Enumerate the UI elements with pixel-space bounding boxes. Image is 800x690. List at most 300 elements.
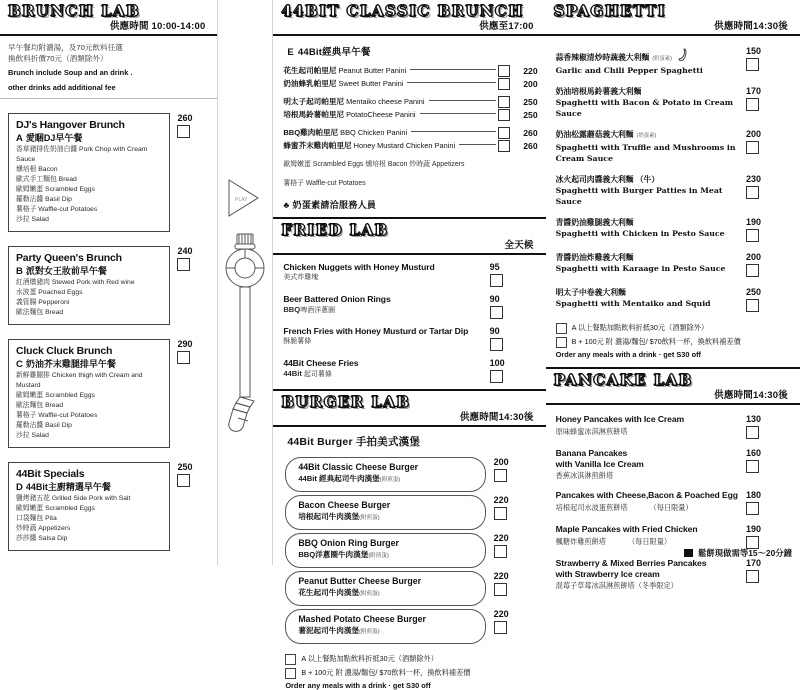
burger-name-en: Bacon Cheese Burger xyxy=(298,500,391,510)
classic-brunch-veg-note xyxy=(283,198,537,211)
checkbox[interactable] xyxy=(494,583,507,596)
checkbox[interactable] xyxy=(494,469,507,482)
combo-letter: A xyxy=(16,133,23,144)
burger-term-b-text: B + 100元 附 濃湯/麵包/ $70飲料一杯，換飲料補差價 xyxy=(301,668,471,677)
pancake-name-en: Honey Pancakes with Ice Cream xyxy=(555,414,685,424)
combo-ingredient: 歐法麵包 Bread xyxy=(16,309,64,316)
checkbox[interactable] xyxy=(177,125,190,138)
pancake-name-en: Pancakes with Cheese,Bacon & Poached Egg xyxy=(555,490,738,500)
panini-name-en: PotatoCheese Panini xyxy=(346,110,416,119)
burger-card[interactable] xyxy=(285,533,485,568)
spaghetti-row[interactable] xyxy=(546,287,800,312)
checkbox[interactable] xyxy=(177,474,190,487)
fried-lab-list xyxy=(273,262,545,383)
burger-name-en: BBQ Onion Ring Burger xyxy=(298,538,399,548)
column-right xyxy=(546,0,800,590)
panini-price: 250 xyxy=(523,110,538,120)
fried-name-zh-prefix: 44Bit xyxy=(283,369,302,378)
panini-row[interactable] xyxy=(283,78,537,90)
fried-row[interactable] xyxy=(273,262,545,287)
classic-brunch-sides-2: 薯格子 Waffle-cut Potatoes xyxy=(283,179,366,187)
burger-row[interactable] xyxy=(273,457,545,492)
spaghetti-text xyxy=(556,86,742,119)
burger-price: 220 xyxy=(493,609,509,619)
checkbox[interactable] xyxy=(746,98,759,111)
vegetarian-tag: (奶蛋素) xyxy=(652,56,672,62)
burger-name-en: Mashed Potato Cheese Burger xyxy=(298,614,426,624)
combo-row xyxy=(0,462,217,551)
square-bullet-icon xyxy=(684,549,693,557)
burger-name-zh: 培根起司牛肉漢堡(附煎蛋) xyxy=(298,512,380,521)
combo-name-zh xyxy=(16,358,162,371)
panini-name xyxy=(283,78,403,90)
checkbox[interactable] xyxy=(498,127,510,139)
pancake-text xyxy=(556,448,742,481)
pancake-price: 170 xyxy=(745,558,762,568)
checkbox[interactable] xyxy=(746,502,759,515)
leader-line xyxy=(429,100,496,101)
combo-name-zh xyxy=(16,132,162,145)
combo-price: 260 xyxy=(177,113,193,123)
combo-ingredient: 莎莎醬 Salsa Dip xyxy=(16,535,68,542)
spaghetti-price: 150 xyxy=(745,46,762,56)
fried-text xyxy=(283,262,485,287)
spaghetti-name-en: Spaghetti with Burger Patties in Meat Sauce xyxy=(555,186,723,206)
spaghetti-header xyxy=(546,0,800,34)
column-middle xyxy=(273,0,545,690)
price-column xyxy=(486,326,538,351)
checkbox[interactable] xyxy=(746,229,759,242)
checkbox[interactable] xyxy=(746,570,759,583)
spaghetti-text xyxy=(556,252,742,277)
checkbox[interactable] xyxy=(177,351,190,364)
section-title-fried-lab: FRIED LAB xyxy=(281,221,389,239)
checkbox[interactable] xyxy=(494,507,507,520)
burger-row[interactable] xyxy=(273,495,545,530)
divider xyxy=(273,253,545,255)
panini-row[interactable] xyxy=(283,127,537,139)
burger-list xyxy=(273,457,545,644)
checkbox[interactable] xyxy=(498,78,510,90)
burger-tag: (附煎蛋) xyxy=(379,477,401,483)
section-title-burger-lab: BURGER LAB xyxy=(281,393,411,411)
combo-ingredient: 薯格子 Waffle-cut Potatoes xyxy=(16,412,98,419)
price-column xyxy=(486,495,538,520)
burger-term-a[interactable] xyxy=(285,653,537,665)
spaghetti-text xyxy=(556,129,742,164)
panini-name xyxy=(283,109,415,121)
spaghetti-name-zh: 明太子中卷義大利麵 xyxy=(555,288,626,297)
spaghetti-price: 200 xyxy=(745,129,762,139)
price-column xyxy=(486,262,538,287)
combo-ingredient: 羅勒沾醬 Basil Dip xyxy=(16,422,72,429)
spaghetti-price: 200 xyxy=(745,252,762,262)
burger-card[interactable] xyxy=(285,495,485,530)
spaghetti-term-a-text: A 以上餐點加點飲料折抵30元（酒類除外） xyxy=(571,323,709,332)
burger-tag: (附煎蛋) xyxy=(359,515,380,521)
panini-name-en: Mentaiko cheese Panini xyxy=(346,97,425,106)
burger-terms xyxy=(273,647,545,690)
classic-brunch-header xyxy=(273,0,545,34)
fried-row[interactable] xyxy=(273,358,545,383)
pancake-name-en-2: with Strawberry Ice cream xyxy=(555,568,660,579)
brunch-note-en-2: other drinks add additional fee xyxy=(8,82,116,92)
checkbox[interactable] xyxy=(746,186,759,199)
section-title-spaghetti: SPAGHETTI xyxy=(553,2,667,20)
burger-card[interactable] xyxy=(285,609,485,644)
pancake-price: 160 xyxy=(745,448,762,458)
combo-card[interactable] xyxy=(8,462,170,551)
brunch-combo-list xyxy=(0,113,217,551)
combo-card[interactable] xyxy=(8,246,170,325)
checkbox[interactable] xyxy=(746,460,759,473)
combo-letter: C xyxy=(16,359,23,370)
combo-card[interactable] xyxy=(8,339,170,448)
combo-ingredient: 沙拉 Salad xyxy=(16,432,49,439)
panini-name xyxy=(283,65,406,77)
panini-price: 260 xyxy=(523,141,538,151)
price-column xyxy=(742,558,792,591)
burger-row[interactable] xyxy=(273,533,545,568)
pancake-name-zh: 原味蜂蜜冰淇淋煎餅塔 xyxy=(555,426,628,436)
burger-name-zh: 44Bit 經典起司牛肉漢堡(附煎蛋) xyxy=(298,474,401,483)
checkbox[interactable] xyxy=(177,258,190,271)
price-column xyxy=(742,448,792,481)
burger-price: 220 xyxy=(493,533,509,543)
pancake-foot-note-text: 鬆餅現做需等15～20分鐘 xyxy=(697,548,792,558)
spaghetti-row[interactable] xyxy=(546,46,800,76)
price-column xyxy=(742,252,792,277)
combo-label-zh: 愛睏DJ早午餐 xyxy=(25,133,83,143)
pancake-lab-service-time: 供應時間14:30後 xyxy=(714,390,788,401)
spaghetti-name-zh: 奶油松露蘑菇義大利麵 (奶蛋素) xyxy=(555,130,657,139)
price-column xyxy=(486,457,538,482)
fried-price: 90 xyxy=(489,326,500,336)
price-column xyxy=(170,339,211,364)
burger-lab-service-time: 供應時間14:30後 xyxy=(459,412,534,423)
decoration-column xyxy=(217,0,273,565)
price-column xyxy=(486,294,538,319)
combo-name-en: Cluck Cluck Brunch xyxy=(16,345,113,357)
combo-letter: D xyxy=(16,482,23,493)
price-column xyxy=(486,358,538,383)
checkbox[interactable] xyxy=(746,58,759,71)
panini-name-zh: 蜂蜜芥末雞肉帕里尼 xyxy=(283,141,352,150)
price-column xyxy=(742,46,792,76)
combo-ingredient: 歐姆嫩蛋 Scrambled Eggs xyxy=(16,392,95,399)
price-column xyxy=(170,246,211,271)
spaghetti-row[interactable] xyxy=(546,86,800,119)
pancake-text xyxy=(556,490,742,515)
fried-name-zh: BBQ啤酒洋蔥圈 xyxy=(283,305,336,314)
combo-ingredient: 口袋麵包 Pita xyxy=(16,515,57,522)
combo-ingredient: 沙拉 Salad xyxy=(16,216,49,223)
divider xyxy=(546,34,800,36)
fried-lab-service-time: 全天候 xyxy=(504,240,534,251)
brunch-lab-service-time: 供應時間 10:00-14:00 xyxy=(109,21,206,32)
leader-line xyxy=(410,69,495,70)
panini-name-zh: 培根馬鈴薯帕里尼 xyxy=(283,110,345,119)
checkbox[interactable] xyxy=(285,654,296,665)
fried-text xyxy=(283,294,485,319)
fried-name-zh: 美式炸雞塊 xyxy=(283,274,319,281)
panini-name-en: BBQ Chicken Panini xyxy=(340,128,408,137)
pancake-limit-note: （每日限量） xyxy=(627,536,672,546)
combo-ingredient: 燻培根 Bacon xyxy=(16,166,58,173)
fried-name-zh: 酥脆薯條 xyxy=(283,338,312,345)
checkbox[interactable] xyxy=(490,274,503,287)
panini-price: 260 xyxy=(523,128,538,138)
pancake-name-en-2: with Vanilla Ice Cream xyxy=(555,458,644,469)
vegetarian-tag: (奶蛋素) xyxy=(636,133,657,139)
section-title-pancake-lab: PANCAKE LAB xyxy=(553,371,693,389)
price-column xyxy=(170,462,211,487)
price-column xyxy=(742,174,792,207)
spaghetti-term-a[interactable] xyxy=(556,322,792,334)
burger-tag: (附煎蛋) xyxy=(368,553,389,559)
combo-name-en: DJ's Hangover Brunch xyxy=(16,119,125,131)
checkbox[interactable] xyxy=(746,141,759,154)
spaghetti-name-zh: 蒜香辣椒清炒時蔬義大利麵 (奶蛋素) xyxy=(556,46,742,65)
price-column xyxy=(486,533,538,558)
pancake-row[interactable] xyxy=(546,490,800,515)
price-column xyxy=(742,86,792,119)
fried-row[interactable] xyxy=(273,326,545,351)
fried-name-en: 44Bit Cheese Fries xyxy=(283,358,359,368)
fried-name-en: French Fries with Honey Musturd or Tartar Dip xyxy=(283,326,469,336)
spaghetti-text xyxy=(556,217,742,242)
combo-row xyxy=(0,339,217,448)
veg-note-text: 奶蛋素請洽服務人員 xyxy=(292,200,377,210)
pancake-name-zh: 香蕉冰淇淋煎餅塔 xyxy=(555,471,614,480)
section-title-brunch-lab: BRUNCH LAB xyxy=(8,2,141,20)
pancake-text xyxy=(556,558,742,591)
spaghetti-text xyxy=(556,46,742,76)
checkbox[interactable] xyxy=(494,621,507,634)
burger-name-zh: 薯泥起司牛肉漢堡(附煎蛋) xyxy=(298,626,380,635)
spaghetti-name-en: Spaghetti with Chicken in Pesto Sauce xyxy=(555,229,725,238)
panini-name-en: Honey Mustard Chicken Panini xyxy=(353,141,456,150)
burger-subtitle: 44Bit Burger 手拍美式漢堡 xyxy=(287,436,421,448)
spaghetti-price: 230 xyxy=(745,174,762,184)
burger-name-en: 44Bit Classic Cheese Burger xyxy=(298,462,419,472)
fried-name-zh-prefix: BBQ xyxy=(283,305,301,314)
panini-price: 200 xyxy=(523,79,538,89)
burger-card[interactable] xyxy=(285,571,485,606)
checkbox[interactable] xyxy=(490,338,503,351)
combo-label-zh: 44Bit主廚精選早午餐 xyxy=(25,482,111,492)
combo-ingredient: 鹽烤豬五花 Grilled Side Pork with Salt xyxy=(16,495,131,502)
combo-price: 240 xyxy=(177,246,193,256)
combo-label-zh: 奶油芥末雞腿排早午餐 xyxy=(25,359,116,369)
pancake-price: 190 xyxy=(745,524,762,534)
brunch-note-en-1: Brunch include Soup and an drink . xyxy=(8,68,133,77)
price-column xyxy=(742,129,792,164)
spaghetti-row[interactable] xyxy=(546,174,800,207)
spaghetti-terms xyxy=(546,312,800,359)
combo-price: 250 xyxy=(177,462,193,472)
combo-name-en: 44Bit Specials xyxy=(16,468,85,480)
checkbox[interactable] xyxy=(746,299,759,312)
panini-name-zh: BBQ雞肉帕里尼 xyxy=(283,128,339,137)
pancake-foot-note xyxy=(684,547,792,559)
classic-brunch-body xyxy=(273,36,545,211)
combo-ingredient: 紅酒燉豬肉 Stewed Pork with Red wine xyxy=(16,279,135,286)
checkbox[interactable] xyxy=(746,426,759,439)
pancake-row[interactable] xyxy=(546,414,800,439)
combo-ingredient: 新鮮雞腿排 Chicken thigh with Cream and Mustard xyxy=(16,372,143,389)
spaghetti-name-en: Spaghetti with Bacon & Potato in Cream Sauce xyxy=(555,98,734,118)
combo-ingredient: 歐法麵包 Bread xyxy=(16,402,64,409)
burger-term-b[interactable] xyxy=(285,667,537,679)
pancake-list xyxy=(546,414,800,591)
panini-name xyxy=(283,127,407,139)
burger-name-zh: 花生起司牛肉漢堡(附煎蛋) xyxy=(298,588,380,597)
panini-price: 250 xyxy=(523,97,538,107)
panini-name xyxy=(283,140,455,152)
pancake-name-zh: 培根起司水波蛋煎餅塔 （每日限量） xyxy=(555,502,693,512)
leader-line xyxy=(411,131,496,132)
spaghetti-list xyxy=(546,46,800,312)
checkbox[interactable] xyxy=(556,323,567,334)
column-brunch-lab xyxy=(0,0,217,565)
price-column xyxy=(742,490,792,515)
pancake-row[interactable] xyxy=(546,524,800,549)
checkbox[interactable] xyxy=(498,109,510,121)
combo-name-zh xyxy=(16,265,162,278)
burger-lab-header xyxy=(273,391,545,425)
spaghetti-name-en: Spaghetti with Karaage in Pesto Sauce xyxy=(555,264,726,273)
pancake-name-en: Strawberry & Mixed Berries Pancakes xyxy=(555,558,707,568)
fried-price: 100 xyxy=(489,358,505,368)
fried-name-en: Chicken Nuggets with Honey Musturd xyxy=(283,262,435,272)
spaghetti-term-b[interactable] xyxy=(556,336,792,348)
price-column xyxy=(486,571,538,596)
classic-brunch-service-time: 供應至17:00 xyxy=(479,21,534,32)
checkbox[interactable] xyxy=(746,264,759,277)
fried-text xyxy=(283,326,485,351)
panini-row[interactable] xyxy=(283,65,537,77)
checkbox[interactable] xyxy=(498,140,510,152)
checkbox[interactable] xyxy=(285,668,296,679)
classic-brunch-letter: E xyxy=(287,47,294,58)
combo-row xyxy=(0,113,217,232)
panini-price: 220 xyxy=(523,66,538,76)
fried-lab-header xyxy=(273,219,545,253)
checkbox[interactable] xyxy=(494,545,507,558)
burger-row[interactable] xyxy=(273,571,545,606)
fried-text xyxy=(283,358,485,383)
panini-row[interactable] xyxy=(283,140,537,152)
pancake-limit-note: （每日限量） xyxy=(649,502,693,512)
panini-name-en: Sweet Butter Panini xyxy=(338,79,404,88)
price-column xyxy=(170,113,211,138)
leader-line xyxy=(459,144,496,145)
combo-card[interactable] xyxy=(8,113,170,232)
panini-name-zh: 花生起司帕里尼 xyxy=(283,66,337,75)
spaghetti-text xyxy=(556,174,742,207)
burger-tag: (附煎蛋) xyxy=(359,591,380,597)
combo-label-zh: 派對女王妝前早午餐 xyxy=(25,266,107,276)
burger-card[interactable] xyxy=(285,457,485,492)
fried-row[interactable] xyxy=(273,294,545,319)
combo-ingredient: 歐姆嫩蛋 Scrambled Eggs xyxy=(16,186,95,193)
combo-ingredient: 薯格子 Waffle-cut Potatoes xyxy=(16,206,98,213)
burger-price: 220 xyxy=(493,571,509,581)
brunch-note-zh-1: 早午餐均附濃湯，及70元飲料任選 xyxy=(8,43,123,52)
burger-price: 220 xyxy=(493,495,509,505)
spaghetti-price: 250 xyxy=(745,287,762,297)
pancake-name-en: Maple Pancakes with Fried Chicken xyxy=(555,524,698,534)
spaghetti-row[interactable] xyxy=(546,217,800,242)
pancake-text xyxy=(556,414,742,439)
spaghetti-name-zh: 青醬奶油雞腿義大利麵 xyxy=(555,218,634,227)
burger-name-zh: BBQ洋蔥圈牛肉漢堡(附煎蛋) xyxy=(298,550,389,559)
combo-ingredient: 炒時蔬 Appetizers xyxy=(16,525,71,532)
burger-name-en: Peanut Butter Cheese Burger xyxy=(298,576,422,586)
classic-brunch-label: 44Bit經典早午餐 xyxy=(297,47,371,58)
burger-row[interactable] xyxy=(273,609,545,644)
panini-name xyxy=(283,96,424,108)
svg-text:PLAY: PLAY xyxy=(235,197,248,203)
spaghetti-name-en: Spaghetti with Mentaiko and Squid xyxy=(555,299,711,308)
checkbox[interactable] xyxy=(498,65,510,77)
combo-ingredient: 羅勒沾醬 Basil Dip xyxy=(16,196,72,203)
price-column xyxy=(742,524,792,549)
spaghetti-name-zh: 奶油培根馬鈴薯義大利麵 xyxy=(555,87,642,96)
fried-name-en: Beer Battered Onion Rings xyxy=(283,294,391,304)
pancake-row[interactable] xyxy=(546,448,800,481)
panini-name-zh: 明太子起司帕里尼 xyxy=(283,97,345,106)
pancake-row[interactable] xyxy=(546,558,800,591)
spaghetti-name-zh: 冰火起司肉醬義大利麵 （牛） xyxy=(555,175,660,184)
price-column xyxy=(742,217,792,242)
combo-row xyxy=(0,246,217,325)
panini-row[interactable] xyxy=(283,96,537,108)
spaghetti-row[interactable] xyxy=(546,252,800,277)
checkbox[interactable] xyxy=(490,370,503,383)
pancake-text xyxy=(556,524,742,549)
burger-term-en: Order any meals with a drink · get S30 off xyxy=(285,681,431,690)
burger-term-a-text: A 以上餐點加點飲料折抵30元（酒類除外） xyxy=(301,654,438,663)
club-icon: ♣ xyxy=(283,200,290,210)
spaghetti-name-en: Garlic and Chili Pepper Spaghetti xyxy=(555,66,703,75)
pancake-price: 180 xyxy=(745,490,762,500)
spaghetti-term-b-text: B + 100元 附 濃湯/麵包/ $70飲料一杯，換飲料補差價 xyxy=(571,337,741,346)
fried-name-zh: 44Bit 起司薯條 xyxy=(283,369,332,378)
price-column xyxy=(742,414,792,439)
checkbox[interactable] xyxy=(490,306,503,319)
brunch-lab-note xyxy=(0,36,217,98)
lollipop-microphone-illustration xyxy=(218,168,272,468)
combo-letter: B xyxy=(16,266,23,277)
combo-ingredient: 歐姆嫩蛋 Scrambled Eggs xyxy=(16,505,95,512)
classic-brunch-sides-1: 歐姆嫩蛋 Scrambled Eggs 燻培根 Bacon 炒時蔬 Appetizers xyxy=(283,161,465,168)
checkbox[interactable] xyxy=(498,96,510,108)
leader-line xyxy=(420,113,496,114)
chili-pepper-icon xyxy=(678,47,688,64)
divider xyxy=(546,403,800,405)
spaghetti-term-en: Order any meals with a drink · get S30 off xyxy=(555,350,702,359)
spaghetti-service-time: 供應時間14:30後 xyxy=(714,21,788,32)
spaghetti-text xyxy=(556,287,742,312)
panini-name-en: Peanut Butter Panini xyxy=(338,66,407,75)
spaghetti-row[interactable] xyxy=(546,129,800,164)
panini-row[interactable] xyxy=(283,109,537,121)
pancake-name-zh: 混莓子草莓冰淇淋煎餅塔（冬季限定） xyxy=(555,581,678,590)
checkbox[interactable] xyxy=(556,337,567,348)
spaghetti-name-zh: 青醬奶油炸雞義大利麵 xyxy=(555,253,634,262)
